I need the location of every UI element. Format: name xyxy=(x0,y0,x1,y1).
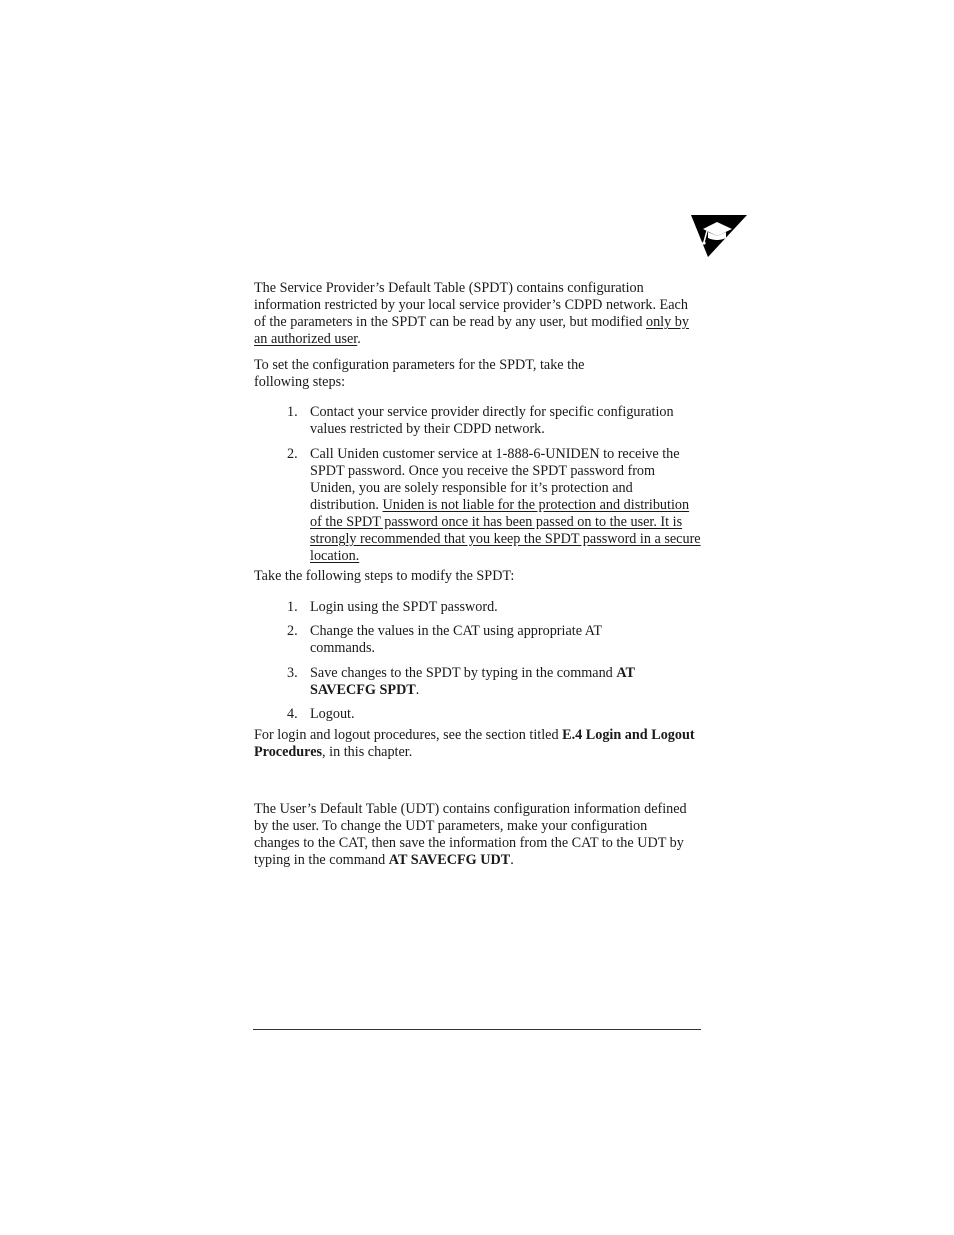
graduation-cap-triangle-icon xyxy=(690,212,748,258)
login-note: For login and logout procedures, see the section titled E.4 Login and Logout Procedures, in this chapter. xyxy=(254,727,695,760)
list-item: 2. Call Uniden customer service at 1-888-6-UNIDEN to receive the SPDT password. Once you receive the SPDT password from Uniden, you are solely responsible for it’s protection and distribution. Uniden is not liable for the protection and distribution of the SPDT password once it has been passed on to the user. It is strongly recommended that you keep the SPDT password in a secure location. xyxy=(287,446,701,564)
udt-paragraph: The User’s Default Table (UDT) contains configuration information defined by the user. To change the UDT parameters, make your configuration changes to the CAT, then save the information from the CAT to the UDT by typing in the command AT SAVECFG UDT. xyxy=(254,801,687,868)
spdt-intro-paragraph: The Service Provider’s Default Table (SPDT) contains configuration information restricted by your local service provider’s CDPD network. Each of the parameters in the SPDT can be read by any user, but modified only by an authorized user. xyxy=(254,280,689,347)
set-step-list xyxy=(254,404,706,438)
spdt-section xyxy=(254,280,706,348)
command-spdt: AT SAVECFG SPDT xyxy=(310,665,635,698)
command-udt: AT SAVECFG UDT xyxy=(388,852,511,868)
footer-rule xyxy=(253,1029,701,1030)
list-item: 3. Save changes to the SPDT by typing in the command AT SAVECFG SPDT. xyxy=(287,665,635,698)
list-item: 4. Logout. xyxy=(287,706,355,722)
list-item: 1. Login using the SPDT password. xyxy=(287,599,498,615)
modify-step-3 xyxy=(254,665,706,699)
set-steps-intro: To set the configuration parameters for the SPDT, take the following steps: xyxy=(254,357,585,390)
authorized-user-underline: only by an authorized user xyxy=(254,314,689,347)
list-item: 2. Change the values in the CAT using appropriate AT commands. xyxy=(287,623,602,656)
modify-step-2 xyxy=(254,623,706,657)
liability-notice-underline: Uniden is not liable for the protection and distribution of the SPDT password once it has been passed on to the user. It is strongly recommended that you keep the SPDT password in a secure location. xyxy=(310,497,701,564)
modify-steps-intro: Take the following steps to modify the SPDT: xyxy=(254,568,515,584)
list-item: 1. Contact your service provider directly for specific configuration values restricted by their CDPD network. xyxy=(287,404,674,437)
modify-step-1 xyxy=(254,599,706,616)
udt-section xyxy=(254,801,706,869)
section-reference: E.4 Login and Logout Procedures xyxy=(254,727,695,760)
modify-step-4 xyxy=(254,706,706,723)
set-step-list-2 xyxy=(254,446,706,565)
